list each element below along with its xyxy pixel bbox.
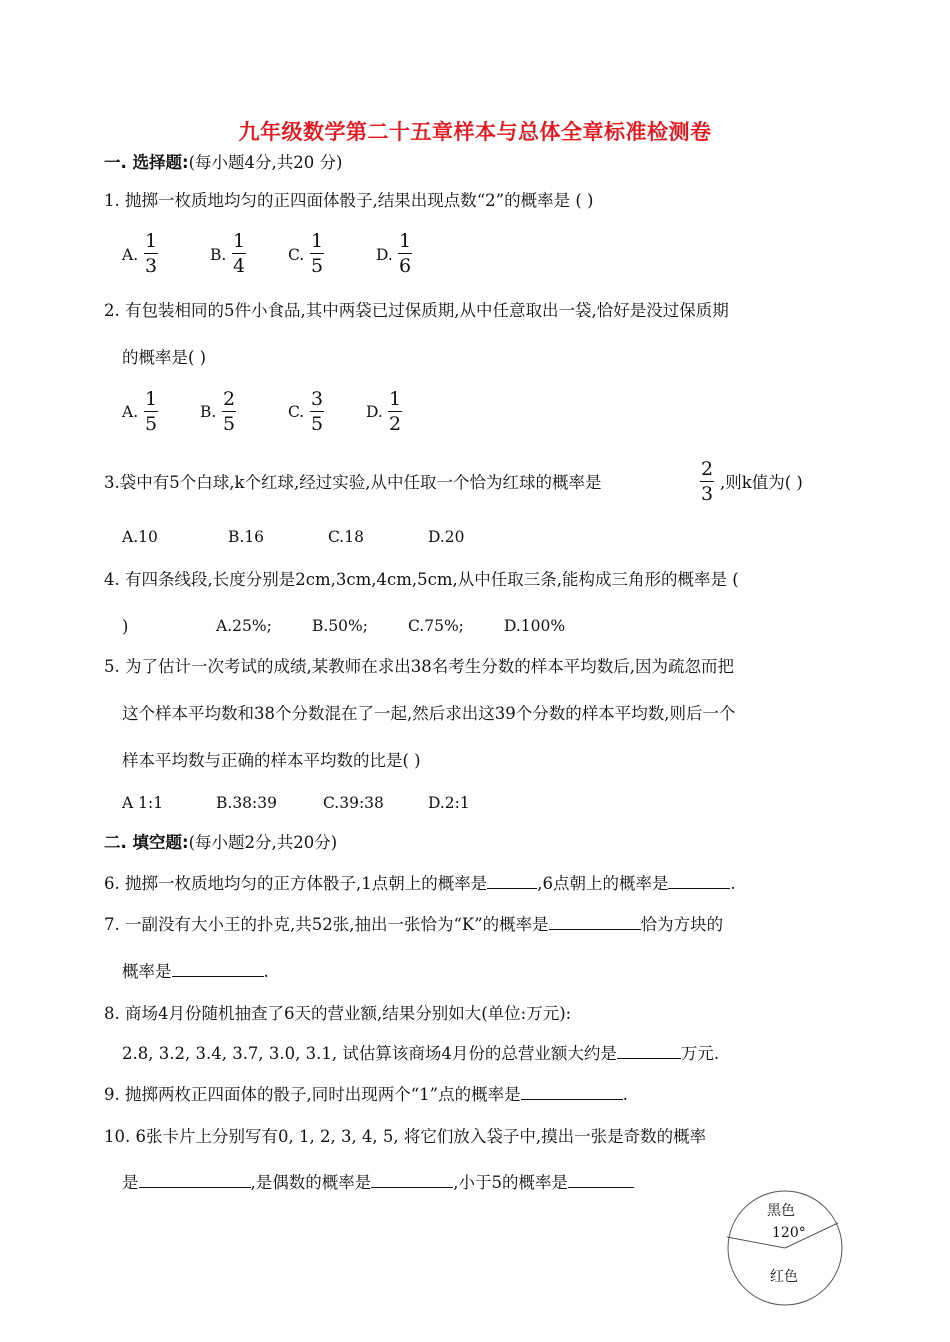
q1-d-den: 6 <box>398 255 412 278</box>
question-5-line-1: 5. 为了估计一次考试的成绩,某教师在求出38名考生分数的样本平均数后,因为疏忽而把 <box>104 657 734 676</box>
q6-blank-2[interactable] <box>668 874 730 889</box>
q2-c-den: 5 <box>310 413 324 436</box>
q3-frac-den: 3 <box>700 483 714 506</box>
section-2-heading <box>104 832 337 854</box>
q2-d-num: 1 <box>388 388 402 410</box>
q1-option-d-label: D. <box>376 246 393 264</box>
q8-text-b: 万元. <box>680 1044 720 1063</box>
q4-option-a: A.25%; <box>216 617 272 635</box>
q1-c-num: 1 <box>310 230 324 252</box>
q3-option-a: A.10 <box>122 528 158 546</box>
pie-label-black: 黑色 <box>767 1203 795 1219</box>
q8-text-a: 2.8, 3.2, 3.4, 3.7, 3.0, 3.1, 试估算该商场4月份的总营业额大约是 <box>122 1044 617 1063</box>
q1-option-b-label: B. <box>210 246 227 264</box>
q2-option-a-label: A. <box>122 403 139 421</box>
q2-a-den: 5 <box>144 413 158 436</box>
q2-option-c-fraction <box>310 388 324 435</box>
q2-option-c-label: C. <box>288 403 305 421</box>
q2-b-num: 2 <box>222 388 236 410</box>
q1-option-a-fraction <box>144 230 158 277</box>
question-5-line-3: 样本平均数与正确的样本平均数的比是( ) <box>122 751 421 770</box>
q1-b-den: 4 <box>232 255 246 278</box>
question-3-text-after: ,则k值为( ) <box>720 473 803 492</box>
q2-c-num: 3 <box>310 388 324 410</box>
question-7-line-2 <box>122 961 269 983</box>
q2-option-d-fraction <box>388 388 402 435</box>
q2-a-num: 1 <box>144 388 158 410</box>
page-title: 九年级数学第二十五章样本与总体全章标准检测卷 <box>238 120 712 144</box>
q7-text-d: . <box>263 962 269 981</box>
section-1-heading <box>104 152 342 174</box>
q3-option-d: D.20 <box>428 528 465 546</box>
q2-d-den: 2 <box>388 413 402 436</box>
section-2-note: (每小题2分,共20分) <box>188 833 338 852</box>
q10-text-c: ,小于5的概率是 <box>453 1173 568 1192</box>
question-9 <box>104 1084 628 1106</box>
pie-label-red: 红色 <box>770 1269 798 1285</box>
q1-c-den: 5 <box>310 255 324 278</box>
q7-blank-2[interactable] <box>172 962 264 977</box>
q10-blank-1[interactable] <box>139 1173 251 1188</box>
q5-option-b: B.38:39 <box>216 794 277 812</box>
q1-b-num: 1 <box>232 230 246 252</box>
q2-option-d-label: D. <box>366 403 383 421</box>
question-2-line-2: 的概率是( ) <box>122 348 207 367</box>
question-10-line-1: 10. 6张卡片上分别写有0, 1, 2, 3, 4, 5, 将它们放入袋子中,摸出一张是奇数的概率 <box>104 1127 707 1146</box>
question-3-fraction <box>700 458 714 505</box>
question-2-line-1: 2. 有包装相同的5件小食品,其中两袋已过保质期,从中任意取出一袋,恰好是没过保质期 <box>104 301 729 320</box>
q1-option-c-fraction <box>310 230 324 277</box>
question-6 <box>104 873 736 895</box>
question-7-line-1 <box>104 914 723 936</box>
q7-text-a: 7. 一副没有大小王的扑克,共52张,抽出一张恰为“K”的概率是 <box>104 915 549 934</box>
question-4-paren: ) <box>122 617 129 636</box>
q2-option-b-label: B. <box>200 403 217 421</box>
q7-blank-1[interactable] <box>549 915 641 930</box>
q1-a-num: 1 <box>144 230 158 252</box>
question-8-line-1: 8. 商场4月份随机抽查了6天的营业额,结果分别如大(单位:万元): <box>104 1004 572 1023</box>
question-4-line-1: 4. 有四条线段,长度分别是2cm,3cm,4cm,5cm,从中任取三条,能构成三角形的概率是 ( <box>104 570 739 589</box>
q1-option-b-fraction <box>232 230 246 277</box>
q8-blank[interactable] <box>617 1044 681 1059</box>
question-1-text: 1. 抛掷一枚质地均匀的正四面体骰子,结果出现点数“2”的概率是 ( ) <box>104 191 594 210</box>
q5-option-a: A 1:1 <box>122 794 164 812</box>
q6-text-a: 6. 抛掷一枚质地均匀的正方体骰子,1点朝上的概率是 <box>104 874 488 893</box>
q6-text-c: . <box>730 874 736 893</box>
q1-option-a-label: A. <box>122 246 139 264</box>
q1-a-den: 3 <box>144 255 158 278</box>
question-3-text-before: 3.袋中有5个白球,k个红球,经过实验,从中任取一个恰为红球的概率是 <box>104 473 602 492</box>
q9-text-b: . <box>622 1085 628 1104</box>
q10-text-b: ,是偶数的概率是 <box>250 1173 372 1192</box>
q1-option-c-label: C. <box>288 246 305 264</box>
q1-d-num: 1 <box>398 230 412 252</box>
q9-blank[interactable] <box>521 1085 623 1100</box>
q4-option-c: C.75%; <box>408 617 464 635</box>
q3-option-c: C.18 <box>328 528 364 546</box>
q4-option-b: B.50%; <box>312 617 368 635</box>
q2-b-den: 5 <box>222 413 236 436</box>
q1-option-d-fraction <box>398 230 412 277</box>
q9-text-a: 9. 抛掷两枚正四面体的骰子,同时出现两个“1”点的概率是 <box>104 1085 521 1104</box>
q5-option-c: C.39:38 <box>323 794 384 812</box>
q4-option-d: D.100% <box>504 617 566 635</box>
q10-blank-3[interactable] <box>568 1173 634 1188</box>
section-1-label: 一. 选择题: <box>104 153 189 172</box>
question-8-line-2 <box>122 1043 719 1065</box>
q2-option-a-fraction <box>144 388 158 435</box>
q6-blank-1[interactable] <box>487 874 537 889</box>
q3-frac-num: 2 <box>700 458 714 480</box>
question-5-line-2: 这个样本平均数和38个分数混在了一起,然后求出这39个分数的样本平均数,则后一个 <box>122 704 736 723</box>
pie-label-angle: 120° <box>772 1225 806 1241</box>
question-10-line-2 <box>122 1172 634 1194</box>
section-1-note: (每小题4分,共20 分) <box>188 153 343 172</box>
q2-option-b-fraction <box>222 388 236 435</box>
q7-text-c: 概率是 <box>122 962 172 981</box>
q3-option-b: B.16 <box>228 528 265 546</box>
q7-text-b: 恰为方块的 <box>640 915 724 934</box>
q6-text-b: ,6点朝上的概率是 <box>537 874 669 893</box>
q10-text-a: 是 <box>122 1173 139 1192</box>
q5-option-d: D.2:1 <box>428 794 470 812</box>
section-2-label: 二. 填空题: <box>104 833 189 852</box>
q10-blank-2[interactable] <box>371 1173 453 1188</box>
